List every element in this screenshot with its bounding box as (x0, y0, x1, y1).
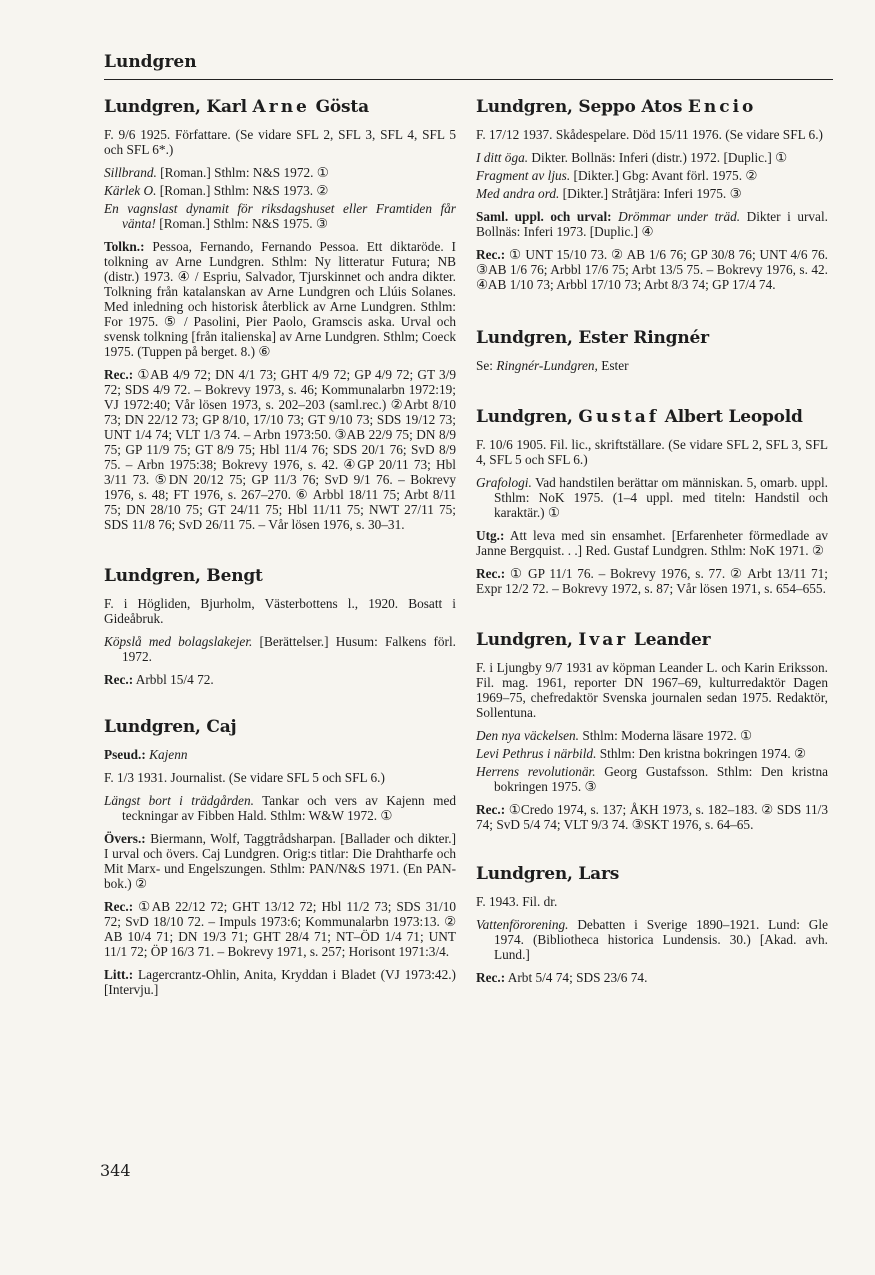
work-item: Fragment av ljus. [Dikter.] Gbg: Avant förl. 1975. ② (476, 168, 758, 183)
translations: Tolkn.: Pessoa, Fernando, Fernando Pessoa. Ett diktaröde. I tolkning av Arne Lundgren. Sthlm: Ny litteratur Futura; NB (distr.) 1973. ④ / Espriu, Salvador, Tjurskinnet och andra dikter. Tolkning från katalanskan av Arne Lundgren och Llúis Solanes. Med inledning och historisk återblick av Arne Lundgren. Sthlm: For 1975. ⑤ / Pasolini, Pier Paolo, Gramscis aska. Urval och svensk tolkning [från italienska] av Arne Lundgren. Sthlm; Coeck 1975. (Tuppen på berget. 8.) ⑥ (104, 239, 456, 359)
entry-heading: Lundgren, Lars (476, 864, 620, 884)
header-rule (104, 79, 833, 80)
entry-ester-ringner (476, 328, 828, 373)
entry-ivar-leander (476, 630, 828, 832)
bio: F. i Högliden, Bjurholm, Västerbottens l., 1920. Bosatt i Gideåbruk. (104, 596, 456, 626)
work-item: Köpslå med bolagslakejer. [Berättelser.] Husum: Falkens förl. 1972. (104, 634, 456, 664)
reviews: Rec.: ① UNT 15/10 73. ② AB 1/6 76; GP 30/8 76; UNT 4/6 76. ③AB 1/6 76; Arbbl 17/6 75; Arbt 13/5 75. – Bokrevy 1976, s. 42. ④AB 1/10 73; Arbbl 17/10 73; Arbt 8/3 74; GP 17/4 74. (476, 247, 828, 292)
translations: Övers.: Biermann, Wolf, Taggtrådsharpan. [Ballader och dikter.] I urval och övers. Caj Lundgren. Orig:s titlar: Die Drahtharfe och Mit Marx- und Engelszungen. Sthlm: PAN/N&S 1971. (En PAN-bok.) ② (104, 831, 456, 891)
reviews: Rec.: Arbt 5/4 74; SDS 23/6 74. (476, 970, 648, 985)
entry-heading: Lundgren, Karl Arne Gösta (104, 97, 369, 117)
entry-gustaf-albert-leopold (476, 407, 828, 596)
work-item: Grafologi. Vad handstilen berättar om människan. 5, omarb. uppl. Sthlm: NoK 1975. (1–4 uppl. med titeln: Handstil och karaktär.) ① (476, 475, 828, 520)
bio: F. 9/6 1925. Författare. (Se vidare SFL 2, SFL 3, SFL 4, SFL 5 och SFL 6*.) (104, 127, 456, 157)
work-item: Den nya väckelsen. Sthlm: Moderna läsare 1972. ① (476, 728, 752, 743)
page-number: 344 (100, 1161, 131, 1180)
entry-heading: Lundgren, Gustaf Albert Leopold (476, 407, 803, 427)
entry-bengt (104, 566, 456, 687)
entry-heading: Lundgren, Ester Ringnér (476, 328, 709, 348)
entry-heading: Lundgren, Ivar Leander (476, 630, 711, 650)
work-item: Herrens revolutionär. Georg Gustafsson. Sthlm: Den kristna bokringen 1975. ③ (476, 764, 828, 794)
bio: F. 1/3 1931. Journalist. (Se vidare SFL 5 och SFL 6.) (104, 770, 385, 785)
reviews: Rec.: ① GP 11/1 76. – Bokrevy 1976, s. 77. ② Arbt 13/11 71; Expr 12/2 72. – Bokrevy 1972, s. 87; Vår lösen 1971, s. 654–655. (476, 566, 828, 596)
reviews: Rec.: ①AB 22/12 72; GHT 13/12 72; Hbl 11/2 73; SDS 31/10 72; SvD 18/10 72. – Impuls 1973:6; Kommunalarbn 1973:13. ② AB 10/4 71; DN 19/3 71; GHT 28/4 71; NT–ÖD 1/4 71; UNT 11/1 72; ÖP 16/3 71. – Bokrevy 1971, s. 257; Horisont 1971:3/4. (104, 899, 456, 959)
entry-lars (476, 864, 828, 985)
see-reference: Se: Ringnér-Lundgren, Ester (476, 358, 629, 373)
entry-heading: Lundgren, Bengt (104, 566, 263, 586)
bio: F. 17/12 1937. Skådespelare. Död 15/11 1976. (Se vidare SFL 6.) (476, 127, 823, 142)
literature: Litt.: Lagercrantz-Ohlin, Anita, Kryddan i Bladet (VJ 1973:42.) [Intervju.] (104, 967, 456, 997)
editor: Utg.: Att leva med sin ensamhet. [Erfarenheter förmedlade av Janne Bergquist. . .] Red. Gustaf Lundgren. Sthlm: NoK 1971. ② (476, 528, 828, 558)
reviews: Rec.: ①Credo 1974, s. 137; ÅKH 1973, s. 182–183. ② SDS 11/3 74; SvD 5/4 74; VLT 9/3 74. ③SKT 1976, s. 64–65. (476, 802, 828, 832)
work-item: Sillbrand. [Roman.] Sthlm: N&S 1972. ① (104, 165, 329, 180)
bio: F. 1943. Fil. dr. (476, 894, 558, 909)
collected-editions: Saml. uppl. och urval: Drömmar under träd. Dikter i urval. Bollnäs: Inferi 1973. [Duplic.] ④ (476, 209, 828, 239)
entry-heading: Lundgren, Caj (104, 717, 237, 737)
entry-karl-arne-gosta (104, 97, 456, 532)
pseudonym: Pseud.: Kajenn (104, 747, 188, 762)
bio: F. 10/6 1905. Fil. lic., skriftställare. (Se vidare SFL 2, SFL 3, SFL 4, SFL 5 och SFL 6.) (476, 437, 828, 467)
right-column (476, 97, 828, 1015)
work-item: Längst bort i trädgården. Tankar och vers av Kajenn med teckningar av Fibben Hald. Sthlm: W&W 1972. ① (104, 793, 456, 823)
work-item: Vattenförorening. Debatten i Sverige 1890–1921. Lund: Gle 1974. (Bibliotheca historica Lundensis. 30.) [Akad. avh. Lund.] (476, 917, 828, 962)
left-column (104, 97, 456, 1027)
entry-seppo-atos-encio (476, 97, 828, 292)
reviews: Rec.: Arbbl 15/4 72. (104, 672, 214, 687)
work-item: Med andra ord. [Dikter.] Stråtjära: Inferi 1975. ③ (476, 186, 742, 201)
work-item: En vagnslast dynamit för riksdagshuset eller Framtiden får vänta! [Roman.] Sthlm: N&S 1975. ③ (104, 201, 456, 231)
entry-caj (104, 717, 456, 997)
work-item: Levi Pethrus i närbild. Sthlm: Den kristna bokringen 1974. ② (476, 746, 806, 761)
entry-heading: Lundgren, Seppo Atos Encio (476, 97, 757, 117)
running-head: Lundgren (104, 52, 197, 72)
bio: F. i Ljungby 9/7 1931 av köpman Leander L. och Karin Eriksson. Fil. mag. 1961, reporter DN 1967–69, kulturredaktör Dagen 1969–75, chefredaktör Svenska journalen sedan 1975. Redaktör, Sollentuna. (476, 660, 828, 720)
work-item: I ditt öga. Dikter. Bollnäs: Inferi (distr.) 1972. [Duplic.] ① (476, 150, 788, 165)
reviews: Rec.: ①AB 4/9 72; DN 4/1 73; GHT 4/9 72; GP 4/9 72; GT 3/9 72; SDS 4/9 72. – Bokrevy 1973, s. 46; Kommunalarbn 1972:19; VJ 1972:40; Vår lösen 1973, s. 202–203 (saml.rec.) ②Arbt 8/10 73; DN 22/12 73; GP 8/10, 17/10 73; GT 9/10 73; SDS 19/12 73; UNT 1/4 74; VLT 1/3 74. – Arbn 1973:50. ③AB 22/9 75; DN 8/9 75; GP 11/9 75; GT 8/9 75; Hbl 11/4 76; SDS 20/1 76; SvD 8/9 75. – Arbn 1975:38; Bokrevy 1976, s. 42. ④GP 20/11 73; Hbl 3/11 73. ⑤DN 20/12 75; GP 11/3 76; SvD 9/1 76. – Bokrevy 1976, s. 48; FT 1976, s. 267–270. ⑥ Arbbl 18/11 75; Arbt 8/11 75; DN 28/10 75; GT 24/11 75; Hbl 11/11 75; NWT 27/11 75; SDS 11/8 76; SvD 26/11 75. – Vår lösen 1976, s. 30–31. (104, 367, 456, 532)
work-item: Kärlek O. [Roman.] Sthlm: N&S 1973. ② (104, 183, 329, 198)
